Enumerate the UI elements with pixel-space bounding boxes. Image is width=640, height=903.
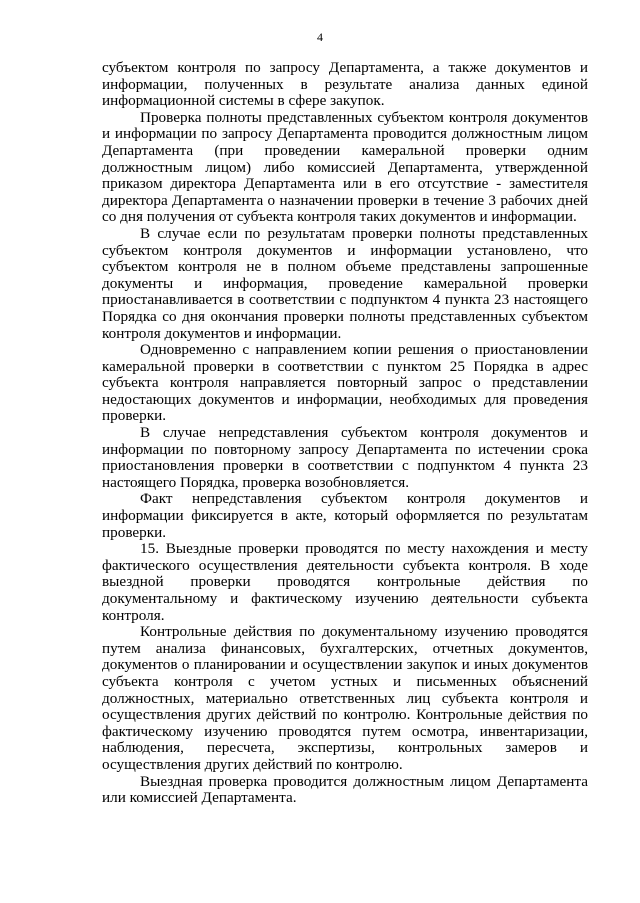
paragraph-3: В случае если по результатам проверки полноты представленных субъектом контроля документов и информации установлено, что субъектом контроля не в полном объеме представлены запрошенные документы и информация, проведение камеральной проверки приостанавливается в соответствии с подпунктом 4 пункта 23 настоящего Порядка со дня окончания проверки полноты представленных субъектом контроля документов и информации. — [102, 224, 588, 342]
page-number: 4 — [317, 30, 323, 44]
paragraph-1: субъектом контроля по запросу Департамента, а также документов и информации, полученных в результате анализа данных единой информационной системы в сфере закупок. — [102, 59, 588, 110]
paragraph-8: Контрольные действия по документальному изучению проводятся путем анализа финансовых, бухгалтерских, отчетных документов, документов о планировании и осуществлении закупок и иных документов субъекта контроля с учетом устных и письменных объяснений должностных, материально ответственных лиц субъекта контроля и осуществления других действий по контролю. Контрольные действия по фактическому изучению проводятся путем осмотра, инвентаризации, наблюдения, пересчета, экспертизы, контрольных замеров и осуществления других действий по контролю. — [102, 623, 588, 773]
paragraph-6: Факт непредставления субъектом контроля документов и информации фиксируется в акте, который оформляется по результатам проверки. — [102, 490, 588, 541]
paragraph-5: В случае непредставления субъектом контроля документов и информации по повторному запросу Департамента по истечении срока приостановления проверки в соответствии с подпунктом 4 пункта 23 настоящего Порядка, проверка возобновляется. — [102, 424, 588, 491]
paragraph-2: Проверка полноты представленных субъектом контроля документов и информации по запросу Департамента проводится должностным лицом Департамента (при проведении камеральной проверки одним должностным лицом) либо комиссией Департамента, утвержденной приказом директора Департамента или в его отсутствие - заместителя директора Департамента о назначении проверки в течение 3 рабочих дней со дня получения от субъекта контроля таких документов и информации. — [102, 108, 588, 226]
paragraph-7: 15. Выездные проверки проводятся по месту нахождения и месту фактического осуществления деятельности субъекта контроля. В ходе выездной проверки проводятся контрольные действия по документальному и фактическому изучению деятельности субъекта контроля. — [102, 540, 588, 624]
document-body — [102, 60, 588, 807]
paragraph-9: Выездная проверка проводится должностным лицом Департамента или комиссией Департамента. — [102, 772, 588, 807]
paragraph-4: Одновременно с направлением копии решения о приостановлении камеральной проверки в соответствии с пунктом 25 Порядка в адрес субъекта контроля направляется повторный запрос о представлении недостающих документов и информации, необходимых для проведения проверки. — [102, 341, 588, 425]
